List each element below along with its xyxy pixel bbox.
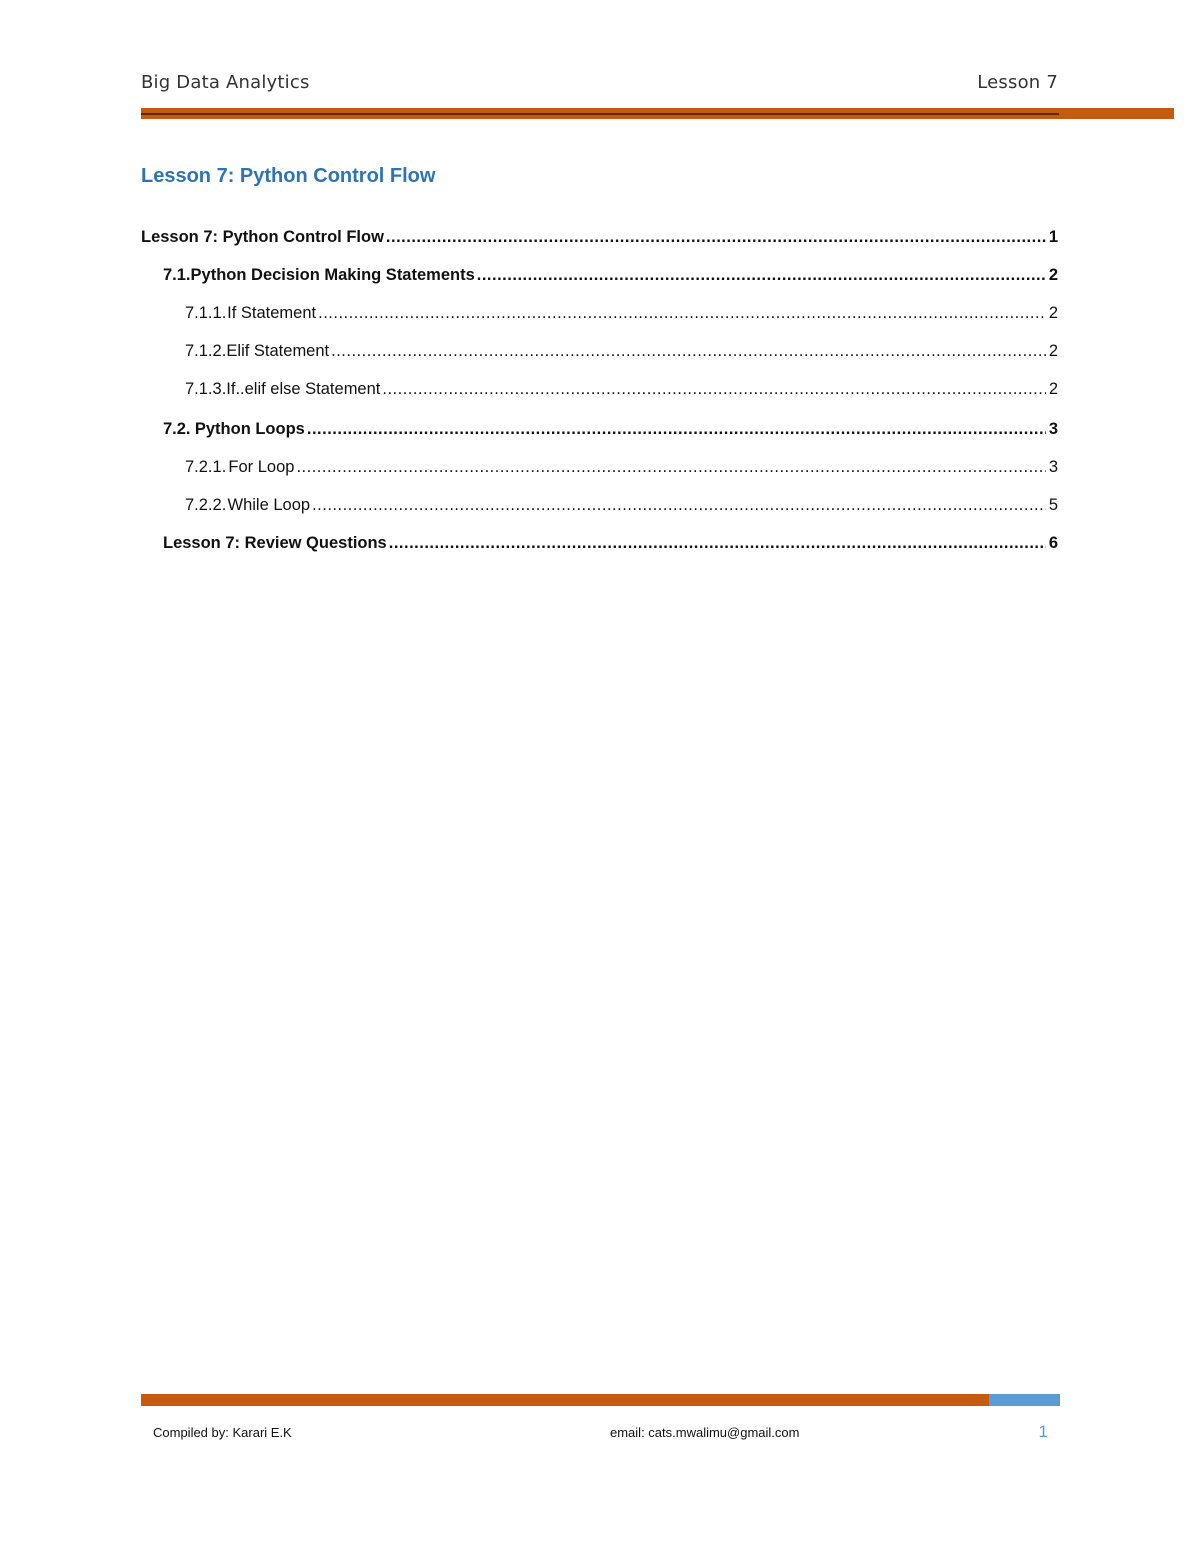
toc-entry-number: 7.1.1. — [185, 304, 227, 322]
toc-entry-page: 2 — [1048, 342, 1058, 360]
toc-entry-page: 1 — [1048, 228, 1058, 246]
toc-leader-dots — [386, 225, 1046, 249]
toc-entry-7-1-2[interactable] — [0, 339, 1200, 363]
toc-entry-page: 3 — [1048, 420, 1058, 438]
toc-entry-text: Lesson 7: Python Control Flow — [141, 228, 384, 246]
toc-entry-7-2-1[interactable] — [0, 455, 1200, 479]
toc-entry-7-1-1[interactable] — [0, 301, 1200, 325]
toc-entry-page: 2 — [1048, 380, 1058, 398]
footer-bar-blue — [989, 1394, 1060, 1406]
toc-entry-text: Python Loops — [194, 420, 305, 438]
toc-entry-page: 3 — [1048, 458, 1058, 476]
toc-leader-dots — [382, 377, 1046, 401]
toc-entry-7-1-3[interactable] — [0, 377, 1200, 401]
toc-entry-number: 7.2.1. — [185, 458, 227, 476]
header-lesson-label: Lesson 7 — [977, 72, 1058, 93]
toc-entry-number: 7.1.3. — [185, 380, 227, 398]
footer-bar-orange — [141, 1394, 989, 1406]
toc-entry-lesson7[interactable] — [0, 225, 1200, 249]
toc-entry-page: 2 — [1048, 266, 1058, 284]
toc-entry-page: 5 — [1048, 496, 1058, 514]
toc-entry-7-2[interactable] — [0, 417, 1200, 441]
page-title: Lesson 7: Python Control Flow — [141, 165, 436, 187]
toc-leader-dots — [318, 301, 1046, 325]
footer-compiled-by: Compiled by: Karari E.K — [153, 1425, 292, 1440]
toc-entry-number: 7.2.2. — [185, 496, 227, 514]
toc-entry-7-2-2[interactable] — [0, 493, 1200, 517]
toc-entry-number: 7.2. — [163, 420, 191, 438]
toc-leader-dots — [477, 263, 1046, 287]
toc-entry-number: 7.1.2. — [185, 342, 227, 360]
toc-entry-review-questions[interactable] — [0, 531, 1200, 555]
toc-leader-dots — [331, 339, 1046, 363]
toc-entry-text: If..elif else Statement — [226, 380, 381, 398]
header-divider-line — [141, 113, 1059, 115]
header-course-title: Big Data Analytics — [141, 72, 310, 93]
footer-page-number: 1 — [1038, 1422, 1048, 1441]
toc-leader-dots — [312, 493, 1046, 517]
toc-entry-7-1[interactable] — [0, 263, 1200, 287]
toc-entry-text: Lesson 7: Review Questions — [163, 534, 387, 552]
toc-entry-page: 2 — [1048, 304, 1058, 322]
toc-leader-dots — [307, 417, 1046, 441]
toc-entry-text: Python Decision Making Statements — [190, 266, 475, 284]
toc-entry-text: While Loop — [227, 496, 311, 514]
toc-leader-dots — [296, 455, 1046, 479]
toc-entry-text: If Statement — [227, 304, 317, 322]
toc-entry-text: For Loop — [228, 458, 295, 476]
footer-email: email: cats.mwalimu@gmail.com — [610, 1425, 800, 1440]
toc-leader-dots — [389, 531, 1046, 555]
toc-entry-page: 6 — [1048, 534, 1058, 552]
toc-entry-text: Elif Statement — [226, 342, 330, 360]
toc-entry-number: 7.1. — [163, 266, 191, 284]
